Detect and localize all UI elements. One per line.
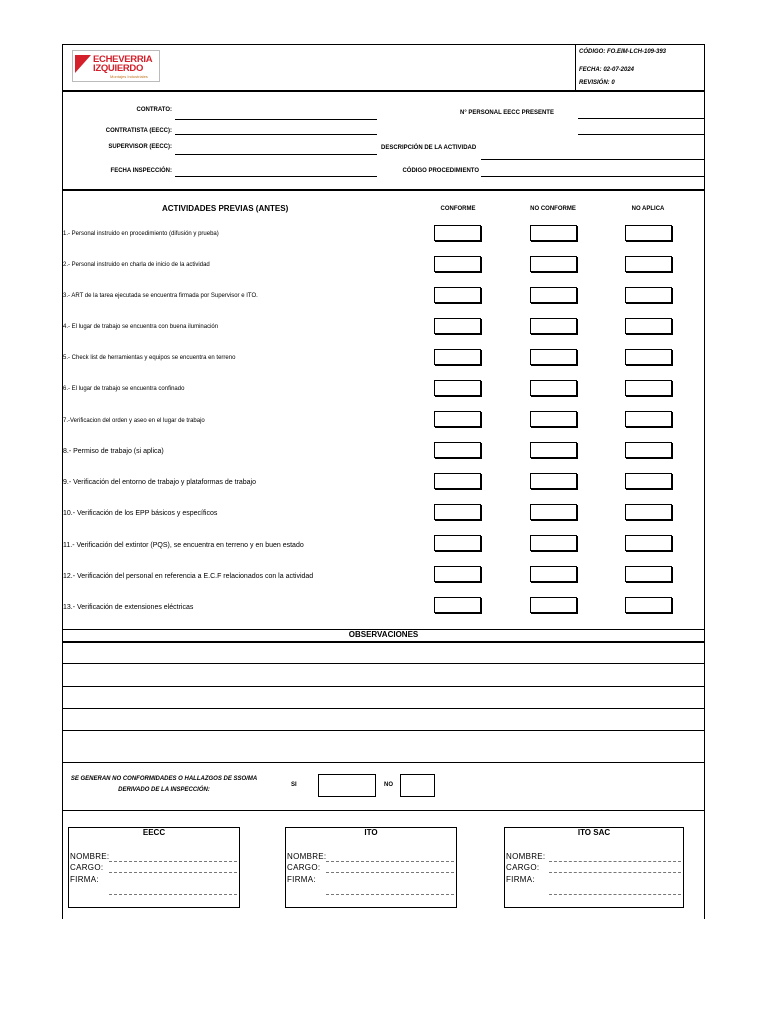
checkbox-conforme-12[interactable] — [434, 566, 481, 582]
observaciones-title: OBSERVACIONES — [348, 630, 419, 639]
field-supervisor[interactable] — [175, 154, 377, 155]
checklist-item-7: 7.-Verificacion del orden y aseo en el lugar de trabajo — [63, 418, 205, 424]
checkbox-no-conforme-7[interactable] — [530, 411, 577, 427]
signature-firma-field[interactable] — [326, 894, 454, 895]
logo-sub: Montajes Industriales — [110, 74, 148, 79]
signature-nombre-label: NOMBRE: — [287, 852, 327, 861]
checkbox-conforme-1[interactable] — [434, 225, 481, 241]
label-descripcion: DESCRIPCIÓN DE LA ACTIVIDAD — [381, 145, 477, 151]
signature-nombre-label: NOMBRE: — [70, 852, 110, 861]
signature-box-eecc — [68, 827, 240, 908]
checklist-item-8: 8.- Permiso de trabajo (si aplica) — [63, 448, 164, 455]
checkbox-no-conforme-6[interactable] — [530, 380, 577, 396]
checkbox-no-aplica-4[interactable] — [625, 318, 672, 334]
checklist-item-12: 12.- Verificación del personal en referencia a E.C.F relacionados con la actividad — [63, 573, 314, 580]
signature-title: EECC — [142, 828, 166, 837]
label-supervisor: SUPERVISOR (EECC): — [108, 144, 172, 150]
signature-cargo-field[interactable] — [109, 872, 237, 873]
fields-bottom-rule — [62, 189, 705, 191]
doc-revision: REVISIÓN: 0 — [579, 80, 615, 86]
checklist-item-1: 1.- Personal instruido en procedimiento (difusión y prueba) — [63, 231, 219, 237]
signature-box-ito — [285, 827, 457, 908]
checkbox-conforme-11[interactable] — [434, 535, 481, 551]
signature-firma-label: FIRMA: — [506, 875, 535, 884]
field-personal-2[interactable] — [578, 134, 705, 135]
logo-line1: ECHEVERRIA — [93, 54, 153, 65]
signature-firma-field[interactable] — [109, 894, 237, 895]
field-fecha-inspeccion[interactable] — [175, 176, 377, 177]
signature-cargo-label: CARGO: — [506, 863, 540, 872]
logo-mark-icon — [75, 55, 91, 77]
col-no-aplica: NO APLICA — [631, 206, 665, 212]
checkbox-no-conforme-10[interactable] — [530, 504, 577, 520]
checkbox-no-aplica-11[interactable] — [625, 535, 672, 551]
checkbox-no-aplica-3[interactable] — [625, 287, 672, 303]
signature-nombre-label: NOMBRE: — [506, 852, 546, 861]
checkbox-conforme-13[interactable] — [434, 597, 481, 613]
signature-cargo-field[interactable] — [549, 872, 681, 873]
checkbox-no-conforme-9[interactable] — [530, 473, 577, 489]
checkbox-no[interactable] — [400, 774, 435, 797]
doc-code: CÓDIGO: FO.EIM-LCH-109-393 — [579, 49, 667, 55]
label-si: SI — [291, 782, 297, 788]
signature-firma-label: FIRMA: — [70, 875, 99, 884]
checkbox-no-conforme-12[interactable] — [530, 566, 577, 582]
header-divider — [575, 44, 576, 90]
checkbox-conforme-8[interactable] — [434, 442, 481, 458]
checkbox-no-conforme-13[interactable] — [530, 597, 577, 613]
checkbox-no-aplica-1[interactable] — [625, 225, 672, 241]
field-descripcion[interactable] — [481, 159, 705, 160]
signatures-top-rule — [62, 810, 705, 811]
checklist-item-4: 4.- El lugar de trabajo se encuentra con buena iluminación — [63, 324, 219, 330]
checkbox-no-aplica-6[interactable] — [625, 380, 672, 396]
signature-box-ito-sac — [504, 827, 684, 908]
company-logo — [72, 50, 160, 82]
checkbox-no-aplica-13[interactable] — [625, 597, 672, 613]
checklist-item-5: 5.- Check list de herramientas y equipos se encuentra en terreno — [63, 355, 236, 361]
checkbox-no-aplica-2[interactable] — [625, 256, 672, 272]
header-bottom-rule — [62, 90, 705, 92]
signature-title: ITO — [364, 828, 378, 837]
obs-line-4[interactable] — [62, 730, 705, 731]
checkbox-conforme-6[interactable] — [434, 380, 481, 396]
signature-title: ITO SAC — [577, 828, 611, 837]
signature-firma-label: FIRMA: — [287, 875, 316, 884]
checklist-item-9: 9.- Verificación del entorno de trabajo y plataformas de trabajo — [63, 479, 257, 486]
hallazgos-question-2: DERIVADO DE LA INSPECCIÓN: — [118, 787, 210, 793]
checkbox-conforme-4[interactable] — [434, 318, 481, 334]
field-codigo-proc[interactable] — [481, 176, 705, 177]
signature-nombre-field[interactable] — [326, 861, 454, 862]
label-fecha-inspeccion: FECHA INSPECCIÓN: — [110, 168, 172, 174]
checkbox-conforme-10[interactable] — [434, 504, 481, 520]
checklist-title: ACTIVIDADES PREVIAS (ANTES) — [162, 204, 289, 213]
checklist-item-13: 13.- Verificación de extensiones eléctricas — [63, 604, 194, 611]
field-contratista[interactable] — [175, 134, 377, 135]
checkbox-no-conforme-4[interactable] — [530, 318, 577, 334]
field-contrato[interactable] — [175, 119, 377, 120]
checklist-item-11: 11.- Verificación del extintor (PQS), se encuentra en terreno y en buen estado — [63, 542, 304, 549]
checkbox-no-conforme-5[interactable] — [530, 349, 577, 365]
doc-date: FECHA: 02-07-2024 — [579, 67, 635, 73]
checkbox-no-conforme-3[interactable] — [530, 287, 577, 303]
col-conforme: CONFORME — [440, 206, 476, 212]
obs-bottom-rule — [62, 762, 705, 763]
checkbox-conforme-9[interactable] — [434, 473, 481, 489]
checkbox-conforme-7[interactable] — [434, 411, 481, 427]
checklist-item-2: 2.- Personal instruido en charla de inicio de la actividad — [63, 262, 210, 268]
obs-line-1[interactable] — [62, 663, 705, 664]
field-personal-1[interactable] — [578, 118, 705, 119]
signature-cargo-label: CARGO: — [70, 863, 104, 872]
checkbox-no-conforme-11[interactable] — [530, 535, 577, 551]
checkbox-no-aplica-10[interactable] — [625, 504, 672, 520]
hallazgos-question-1: SE GENERAN NO CONFORMIDADES O HALLAZGOS DE SSO/MA — [70, 776, 258, 782]
label-contratista: CONTRATISTA (EECC): — [105, 128, 172, 134]
signature-nombre-field[interactable] — [549, 861, 681, 862]
checkbox-no-aplica-5[interactable] — [625, 349, 672, 365]
checkbox-conforme-3[interactable] — [434, 287, 481, 303]
checkbox-conforme-5[interactable] — [434, 349, 481, 365]
obs-title-rule — [62, 641, 705, 643]
label-no: NO — [384, 782, 393, 788]
checkbox-no-conforme-2[interactable] — [530, 256, 577, 272]
checkbox-no-aplica-7[interactable] — [625, 411, 672, 427]
signature-cargo-field[interactable] — [326, 872, 454, 873]
checkbox-no-conforme-8[interactable] — [530, 442, 577, 458]
label-contrato: CONTRATO: — [136, 107, 172, 113]
checkbox-no-conforme-1[interactable] — [530, 225, 577, 241]
checkbox-no-aplica-12[interactable] — [625, 566, 672, 582]
checklist-item-10: 10.- Verificación de los EPP básicos y específicos — [63, 510, 218, 517]
label-codigo-proc: CÓDIGO PROCEDIMIENTO — [402, 168, 479, 174]
checkbox-conforme-2[interactable] — [434, 256, 481, 272]
col-no-conforme: NO CONFORME — [530, 206, 576, 212]
checklist-item-3: 3.- ART de la tarea ejecutada se encuentra firmada por Supervisor e ITO. — [63, 293, 258, 299]
checkbox-no-aplica-9[interactable] — [625, 473, 672, 489]
logo-line2: IZQUIERDO — [93, 63, 144, 74]
signature-cargo-label: CARGO: — [287, 863, 321, 872]
checkbox-no-aplica-8[interactable] — [625, 442, 672, 458]
signature-nombre-field[interactable] — [109, 861, 237, 862]
label-personal: N° PERSONAL EECC PRESENTE — [460, 110, 554, 116]
obs-line-3[interactable] — [62, 708, 705, 709]
checklist-item-6: 6.- El lugar de trabajo se encuentra confinado — [63, 386, 185, 392]
obs-line-2[interactable] — [62, 686, 705, 687]
checkbox-si[interactable] — [318, 774, 376, 797]
signature-firma-field[interactable] — [549, 894, 681, 895]
